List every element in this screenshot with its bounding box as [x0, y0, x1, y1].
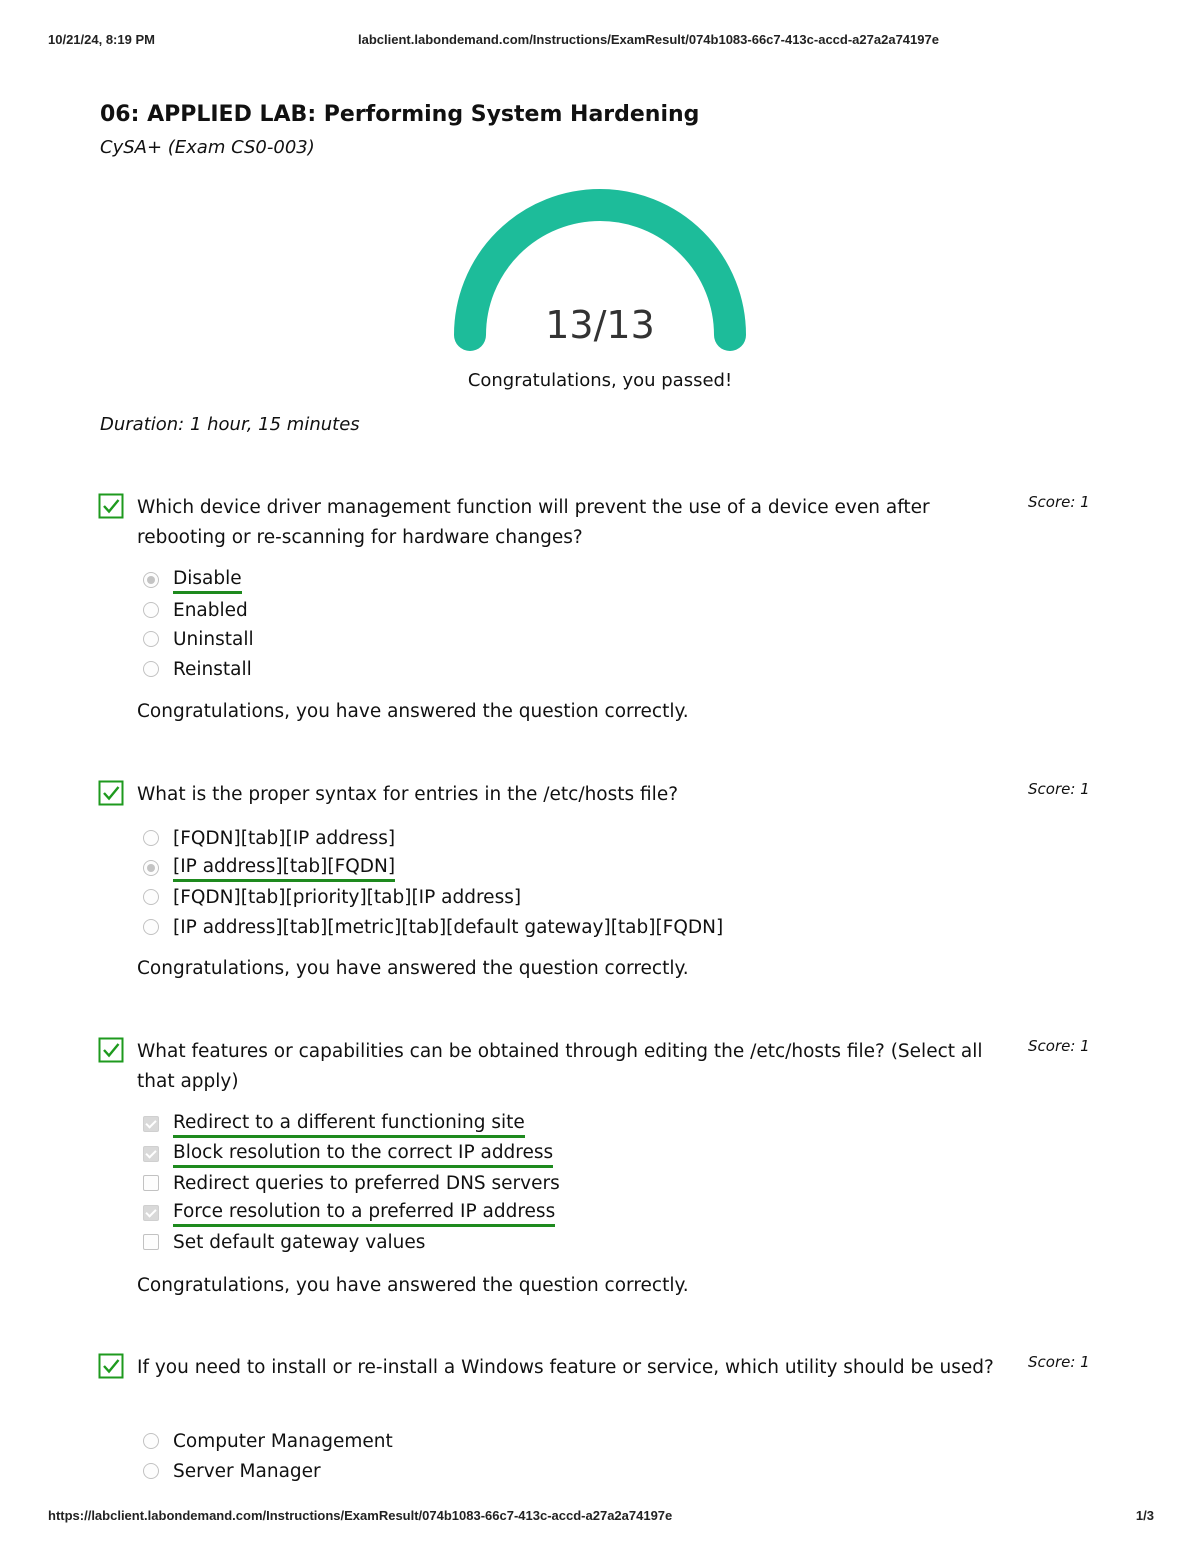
checkbox[interactable] — [143, 1116, 159, 1132]
print-datetime: 10/21/24, 8:19 PM — [48, 32, 155, 47]
answer-label: Redirect to a different functioning site — [173, 1110, 525, 1138]
question-text: If you need to install or re-install a Windows feature or service, which utility should be used? — [137, 1357, 994, 1378]
page-title: 06: APPLIED LAB: Performing System Hardening — [100, 102, 700, 127]
answer-feedback: Congratulations, you have answered the question correctly. — [137, 958, 689, 979]
checkbox-checked-icon — [98, 1353, 124, 1379]
checkbox[interactable] — [143, 1146, 159, 1162]
checkbox-checked-icon — [98, 1037, 124, 1063]
answer-label: Block resolution to the correct IP address — [173, 1140, 553, 1168]
answer-label: Computer Management — [173, 1431, 393, 1452]
answer-label: Uninstall — [173, 629, 254, 650]
answer-label: [FQDN][tab][priority][tab][IP address] — [173, 887, 522, 908]
answer-label: Set default gateway values — [173, 1232, 426, 1253]
radio-button[interactable] — [143, 830, 159, 846]
answer-label: Redirect queries to preferred DNS servers — [173, 1173, 560, 1194]
score-value: 13/13 — [545, 303, 655, 347]
radio-button[interactable] — [143, 860, 159, 876]
question-score: Score: 1 — [1028, 1037, 1090, 1055]
radio-button[interactable] — [143, 919, 159, 935]
checkbox-checked-icon — [98, 780, 124, 806]
exam-duration: Duration: 1 hour, 15 minutes — [100, 414, 360, 435]
page-number: 1/3 — [1135, 1508, 1154, 1523]
answer-label: [IP address][tab][FQDN] — [173, 854, 395, 882]
answer-feedback: Congratulations, you have answered the question correctly. — [137, 1275, 689, 1296]
question-text: What is the proper syntax for entries in the /etc/hosts file? — [137, 784, 679, 805]
radio-button[interactable] — [143, 1433, 159, 1449]
score-gauge — [440, 175, 760, 365]
checkbox[interactable] — [143, 1205, 159, 1221]
pass-message: Congratulations, you passed! — [467, 370, 733, 391]
answer-label: Server Manager — [173, 1460, 321, 1482]
radio-button[interactable] — [143, 1463, 159, 1479]
print-footer-url: https://labclient.labondemand.com/Instructions/ExamResult/074b1083-66c7-413c-accd-a27a2a74197e — [48, 1508, 673, 1523]
answer-feedback: Congratulations, you have answered the question correctly. — [137, 701, 689, 722]
answer-label: [IP address][tab][metric][tab][default gateway][tab][FQDN] — [173, 916, 724, 938]
radio-button[interactable] — [143, 572, 159, 588]
checkbox-checked-icon — [98, 493, 124, 519]
checkbox[interactable] — [143, 1175, 159, 1191]
radio-button[interactable] — [143, 602, 159, 618]
print-url: labclient.labondemand.com/Instructions/ExamResult/074b1083-66c7-413c-accd-a27a2a74197e — [358, 32, 939, 47]
question-score: Score: 1 — [1028, 1353, 1090, 1371]
question-text: What features or capabilities can be obtained through editing the /etc/hosts file? (Select all that apply) — [137, 1041, 983, 1092]
question-score: Score: 1 — [1028, 780, 1090, 798]
answer-label: Disable — [173, 566, 242, 594]
answer-label: Enabled — [173, 599, 248, 621]
radio-button[interactable] — [143, 889, 159, 905]
question-score: Score: 1 — [1028, 493, 1090, 511]
checkbox[interactable] — [143, 1234, 159, 1250]
radio-button[interactable] — [143, 631, 159, 647]
answer-label: Reinstall — [173, 658, 252, 680]
radio-button[interactable] — [143, 661, 159, 677]
answer-label: Force resolution to a preferred IP address — [173, 1199, 555, 1227]
question-text: Which device driver management function will prevent the use of a device even after rebooting or re-scanning for hardware changes? — [137, 497, 930, 548]
exam-subtitle: CySA+ (Exam CS0-003) — [100, 137, 315, 158]
answer-label: [FQDN][tab][IP address] — [173, 828, 396, 849]
